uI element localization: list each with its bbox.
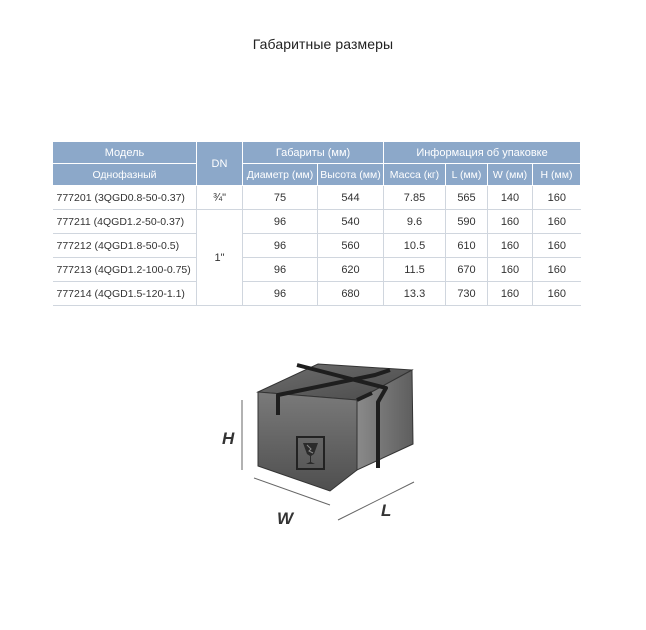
cell-l: 565: [446, 186, 488, 210]
cell-w: 160: [488, 234, 533, 258]
cell-l: 670: [446, 258, 488, 282]
dimension-label-h: H: [222, 429, 235, 448]
cell-diameter: 96: [243, 258, 318, 282]
cell-w: 160: [488, 258, 533, 282]
cell-diameter: 96: [243, 210, 318, 234]
header-height: Высота (мм): [318, 164, 384, 186]
cell-mass: 7.85: [384, 186, 446, 210]
header-dn: DN: [197, 142, 243, 186]
table-row: [53, 186, 581, 210]
header-row-1: [53, 142, 581, 164]
cell-mass: 13.3: [384, 282, 446, 306]
cell-h: 160: [533, 186, 581, 210]
cell-l: 590: [446, 210, 488, 234]
cell-diameter: 96: [243, 234, 318, 258]
cell-mass: 10.5: [384, 234, 446, 258]
table-row: [53, 282, 581, 306]
cell-w: 160: [488, 210, 533, 234]
header-phase: Однофазный: [53, 164, 197, 186]
header-row-2: [53, 164, 581, 186]
header-mass: Масса (кг): [384, 164, 446, 186]
cell-w: 160: [488, 282, 533, 306]
cell-height: 544: [318, 186, 384, 210]
cell-mass: 9.6: [384, 210, 446, 234]
dimension-label-l: L: [381, 501, 392, 520]
cell-model: 777213 (4QGD1.2-100-0.75): [53, 258, 197, 282]
cell-height: 560: [318, 234, 384, 258]
cell-model: 777211 (4QGD1.2-50-0.37): [53, 210, 197, 234]
page-title: Габаритные размеры: [252, 36, 394, 52]
header-w: W (мм): [488, 164, 533, 186]
cell-dn: 1": [197, 210, 243, 306]
cell-w: 140: [488, 186, 533, 210]
cell-height: 680: [318, 282, 384, 306]
header-model: Модель: [53, 142, 197, 164]
cell-mass: 11.5: [384, 258, 446, 282]
dimensions-table: [52, 141, 581, 306]
package-box-diagram: [200, 345, 460, 545]
cell-height: 540: [318, 210, 384, 234]
cell-diameter: 75: [243, 186, 318, 210]
cell-model: 777201 (3QGD0.8-50-0.37): [53, 186, 197, 210]
dimension-label-w: W: [277, 509, 294, 528]
table-row: [53, 210, 581, 234]
header-h: H (мм): [533, 164, 581, 186]
cell-diameter: 96: [243, 282, 318, 306]
cell-dn: ¾": [197, 186, 243, 210]
cell-l: 610: [446, 234, 488, 258]
cell-height: 620: [318, 258, 384, 282]
cell-h: 160: [533, 282, 581, 306]
cell-h: 160: [533, 258, 581, 282]
cell-l: 730: [446, 282, 488, 306]
cell-model: 777212 (4QGD1.8-50-0.5): [53, 234, 197, 258]
table-row: [53, 234, 581, 258]
cell-h: 160: [533, 234, 581, 258]
header-diameter: Диаметр (мм): [243, 164, 318, 186]
header-dimensions: Габариты (мм): [243, 142, 384, 164]
cell-h: 160: [533, 210, 581, 234]
table-row: [53, 258, 581, 282]
header-l: L (мм): [446, 164, 488, 186]
box-front-face: [258, 392, 357, 491]
cell-model: 777214 (4QGD1.5-120-1.1): [53, 282, 197, 306]
header-packaging: Информация об упаковке: [384, 142, 581, 164]
